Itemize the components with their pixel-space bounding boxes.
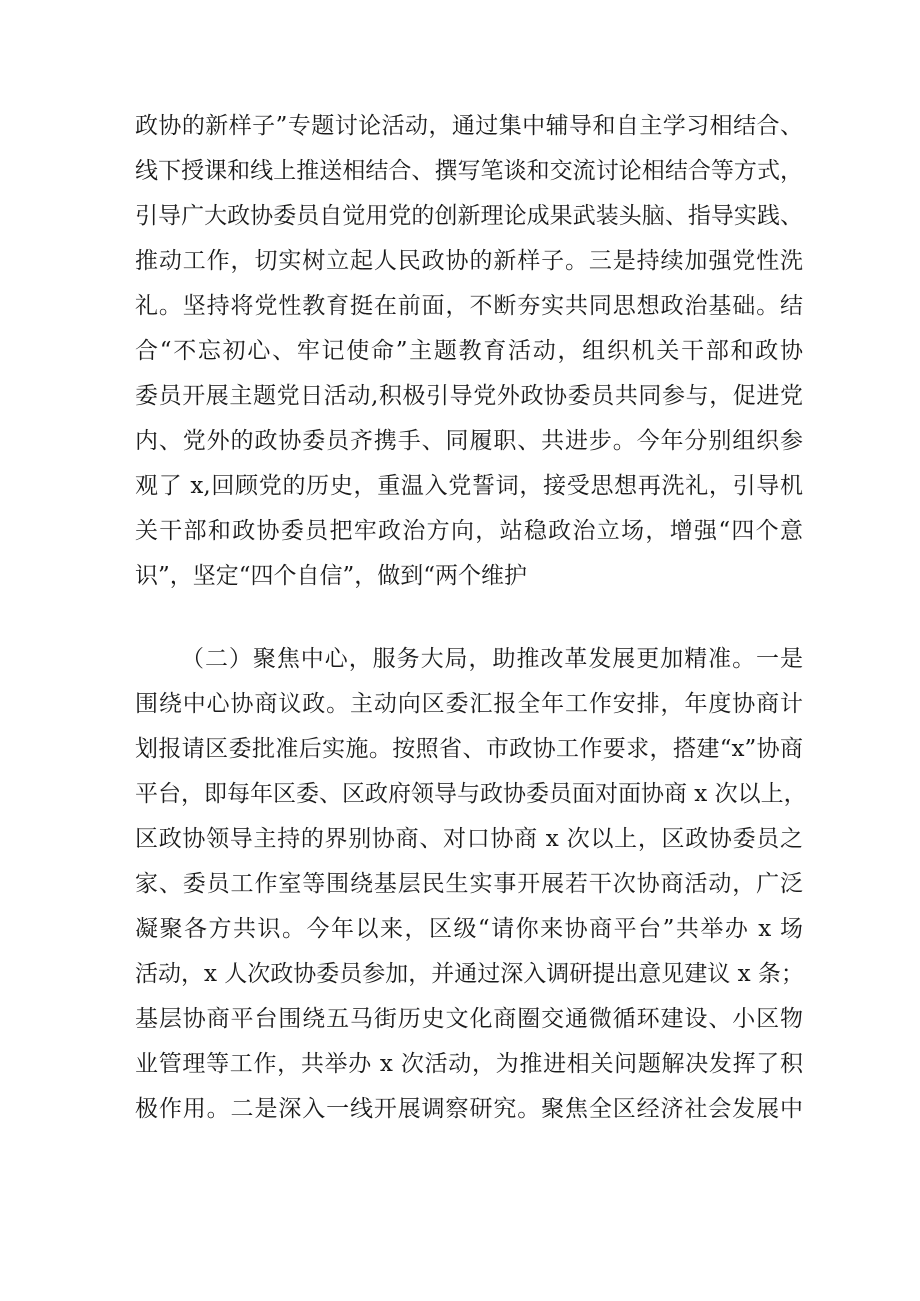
paragraph-line: 识”，坚定“四个自信”，做到“两个维护 bbox=[135, 563, 528, 589]
paragraph-line: 委员开展主题党日活动,积极引导党外政协委员共同参与，促进党 bbox=[135, 383, 803, 409]
paragraph-line: 区政协领导主持的界别协商、对口协商 x 次以上，区政协委员之 bbox=[135, 826, 803, 852]
paragraph-line: 划报请区委批准后实施。按照省、市政协工作要求，搭建“x”协商 bbox=[135, 736, 803, 762]
paragraph-line: 观了 x,回顾党的历史，重温入党誓词，接受思想再洗礼，引导机 bbox=[135, 473, 803, 499]
paragraph-line: 基层协商平台围绕五马街历史文化商圈交通微循环建设、小区物 bbox=[135, 1006, 803, 1032]
paragraph-2 bbox=[135, 637, 807, 1132]
paragraph-line: 家、委员工作室等围绕基层民生实事开展若干次协商活动，广泛 bbox=[135, 871, 803, 897]
paragraph-line: 平台，即每年区委、区政府领导与政协委员面对面协商 x 次以上， bbox=[135, 781, 807, 807]
paragraph-line: 极作用。二是深入一线开展调察研究。聚焦全区经济社会发展中 bbox=[135, 1096, 803, 1122]
paragraph-line: 业管理等工作，共举办 x 次活动，为推进相关问题解决发挥了积 bbox=[135, 1051, 803, 1077]
section-heading-line: （二）聚焦中心，服务大局，助推改革发展更加精准。一是 bbox=[181, 646, 803, 672]
paragraph-line: 政协的新样子”专题讨论活动，通过集中辅导和自主学习相结合、 bbox=[135, 113, 803, 139]
paragraph-line: 合“不忘初心、牢记使命”主题教育活动，组织机关干部和政协 bbox=[135, 338, 803, 364]
paragraph-line: 凝聚各方共识。今年以来，区级“请你来协商平台”共举办 x 场 bbox=[135, 916, 803, 942]
paragraph-line: 线下授课和线上推送相结合、撰写笔谈和交流讨论相结合等方式， bbox=[135, 158, 803, 184]
paragraph-1 bbox=[135, 104, 803, 599]
paragraph-line: 围绕中心协商议政。主动向区委汇报全年工作安排，年度协商计 bbox=[135, 691, 803, 717]
paragraph-line: 关干部和政协委员把牢政治方向，站稳政治立场，增强“四个意 bbox=[135, 518, 803, 544]
paragraph-line: 内、党外的政协委员齐携手、同履职、共进步。今年分别组织参 bbox=[135, 428, 803, 454]
paragraph-line: 引导广大政协委员自觉用党的创新理论成果武装头脑、指导实践、 bbox=[135, 203, 803, 229]
paragraph-line: 礼。坚持将党性教育挺在前面，不断夯实共同思想政治基础。结 bbox=[135, 293, 803, 319]
paragraph-line: 活动，x 人次政协委员参加，并通过深入调研提出意见建议 x 条； bbox=[135, 961, 804, 987]
paragraph-line: 推动工作，切实树立起人民政协的新样子。三是持续加强党性洗 bbox=[135, 248, 803, 274]
